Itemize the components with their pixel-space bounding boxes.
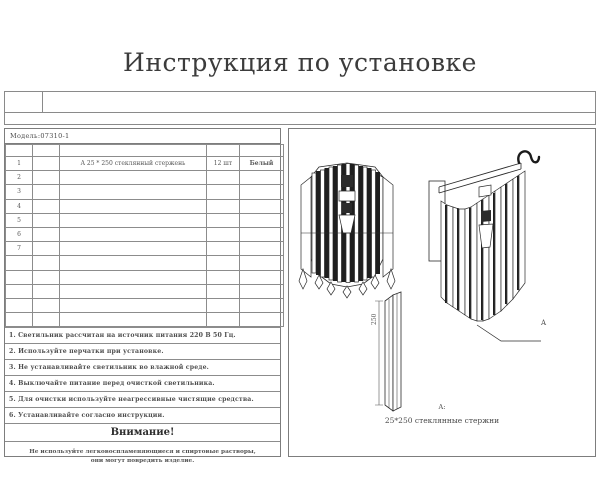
row-number — [6, 298, 33, 312]
row-quantity — [207, 242, 240, 256]
row-number: 1 — [6, 157, 33, 171]
instruction-item: 5. Для очистки используйте неагрессивные чистящие средства. — [5, 391, 280, 407]
row-number: 4 — [6, 199, 33, 213]
row-quantity — [207, 185, 240, 199]
row-image — [33, 227, 60, 241]
warning-line-2: они могут повредить изделие. — [90, 458, 195, 465]
lamp-angled-view — [429, 151, 541, 341]
parts-table-header-cell — [6, 145, 33, 157]
row-description: A 25 * 250 стеклянный стержень — [60, 157, 207, 171]
row-image — [33, 171, 60, 185]
row-quantity — [207, 199, 240, 213]
row-image — [33, 298, 60, 312]
row-description — [60, 199, 207, 213]
row-number — [6, 256, 33, 270]
row-image — [33, 242, 60, 256]
instruction-item: 3. Не устанавливайте светильник во влажной среде. — [5, 359, 280, 375]
instruction-item: 6. Устанавливайте согласно инструкции. — [5, 407, 280, 423]
table-row — [6, 213, 284, 227]
row-description — [60, 270, 207, 284]
row-color — [240, 185, 284, 199]
parts-table-header-cell — [207, 145, 240, 157]
parts-table-header-cell — [33, 145, 60, 157]
page-title: Инструкция по установке — [123, 48, 477, 77]
row-quantity — [207, 298, 240, 312]
row-description — [60, 227, 207, 241]
parts-table — [5, 144, 284, 327]
row-color — [240, 298, 284, 312]
table-row — [6, 185, 284, 199]
model-label: Модель:07310-1 — [5, 129, 280, 144]
rod-dimension-label: 250 — [371, 313, 378, 325]
header-band-wide-cell — [43, 92, 595, 112]
header-band-small-cell — [5, 92, 43, 112]
table-row — [6, 284, 284, 298]
row-description — [60, 313, 207, 327]
row-image — [33, 157, 60, 171]
row-image — [33, 313, 60, 327]
parts-table-header-cell — [60, 145, 207, 157]
parts-table-header-cell — [240, 145, 284, 157]
header-strip — [4, 113, 596, 125]
drawing-panel — [288, 128, 596, 457]
row-quantity — [207, 313, 240, 327]
instruction-item: 2. Используйте перчатки при установке. — [5, 343, 280, 359]
row-description — [60, 213, 207, 227]
row-image — [33, 256, 60, 270]
table-row — [6, 157, 284, 171]
table-row — [6, 171, 284, 185]
row-color — [240, 313, 284, 327]
row-image — [33, 270, 60, 284]
instruction-item: 4. Выключайте питание перед очисткой светильника. — [5, 375, 280, 391]
row-number: 7 — [6, 242, 33, 256]
row-color — [240, 270, 284, 284]
specification-panel — [4, 128, 281, 465]
technical-drawings — [289, 129, 595, 456]
leader-label-a: A — [541, 319, 547, 327]
parts-table-header-row — [6, 145, 284, 157]
warning-line-1: Не используйте легковоспламеняющиеся и спиртовые растворы, — [29, 449, 256, 456]
row-number: 5 — [6, 213, 33, 227]
caption-a: A: — [438, 403, 446, 411]
table-row — [6, 270, 284, 284]
row-number — [6, 270, 33, 284]
row-color — [240, 171, 284, 185]
row-quantity — [207, 256, 240, 270]
row-image — [33, 185, 60, 199]
row-number: 6 — [6, 227, 33, 241]
row-color: Белый — [240, 157, 284, 171]
row-number: 2 — [6, 171, 33, 185]
row-quantity: 12 шт — [207, 157, 240, 171]
row-number — [6, 284, 33, 298]
row-image — [33, 213, 60, 227]
instructions-list — [5, 327, 280, 423]
row-image — [33, 284, 60, 298]
row-color — [240, 199, 284, 213]
row-color — [240, 227, 284, 241]
row-description — [60, 242, 207, 256]
row-description — [60, 256, 207, 270]
lamp-front-view — [299, 163, 395, 298]
row-color — [240, 284, 284, 298]
rod-dimension-drawing — [375, 292, 401, 411]
caption-rods: 25*250 стеклянные стержни — [384, 416, 500, 425]
row-description — [60, 171, 207, 185]
warning-title: Внимание! — [5, 423, 280, 441]
row-description — [60, 298, 207, 312]
table-row — [6, 199, 284, 213]
table-row — [6, 227, 284, 241]
instruction-item: 1. Светильник рассчитан на источник питания 220 В 50 Гц. — [5, 327, 280, 343]
row-color — [240, 213, 284, 227]
row-description — [60, 284, 207, 298]
table-row — [6, 313, 284, 327]
row-description — [60, 185, 207, 199]
header-band — [4, 91, 596, 113]
row-quantity — [207, 270, 240, 284]
table-row — [6, 242, 284, 256]
table-row — [6, 298, 284, 312]
row-color — [240, 242, 284, 256]
row-image — [33, 199, 60, 213]
row-quantity — [207, 213, 240, 227]
row-number: 3 — [6, 185, 33, 199]
row-quantity — [207, 227, 240, 241]
row-quantity — [207, 171, 240, 185]
row-quantity — [207, 284, 240, 298]
row-number — [6, 313, 33, 327]
table-row — [6, 256, 284, 270]
row-color — [240, 256, 284, 270]
warning-body — [5, 441, 280, 472]
